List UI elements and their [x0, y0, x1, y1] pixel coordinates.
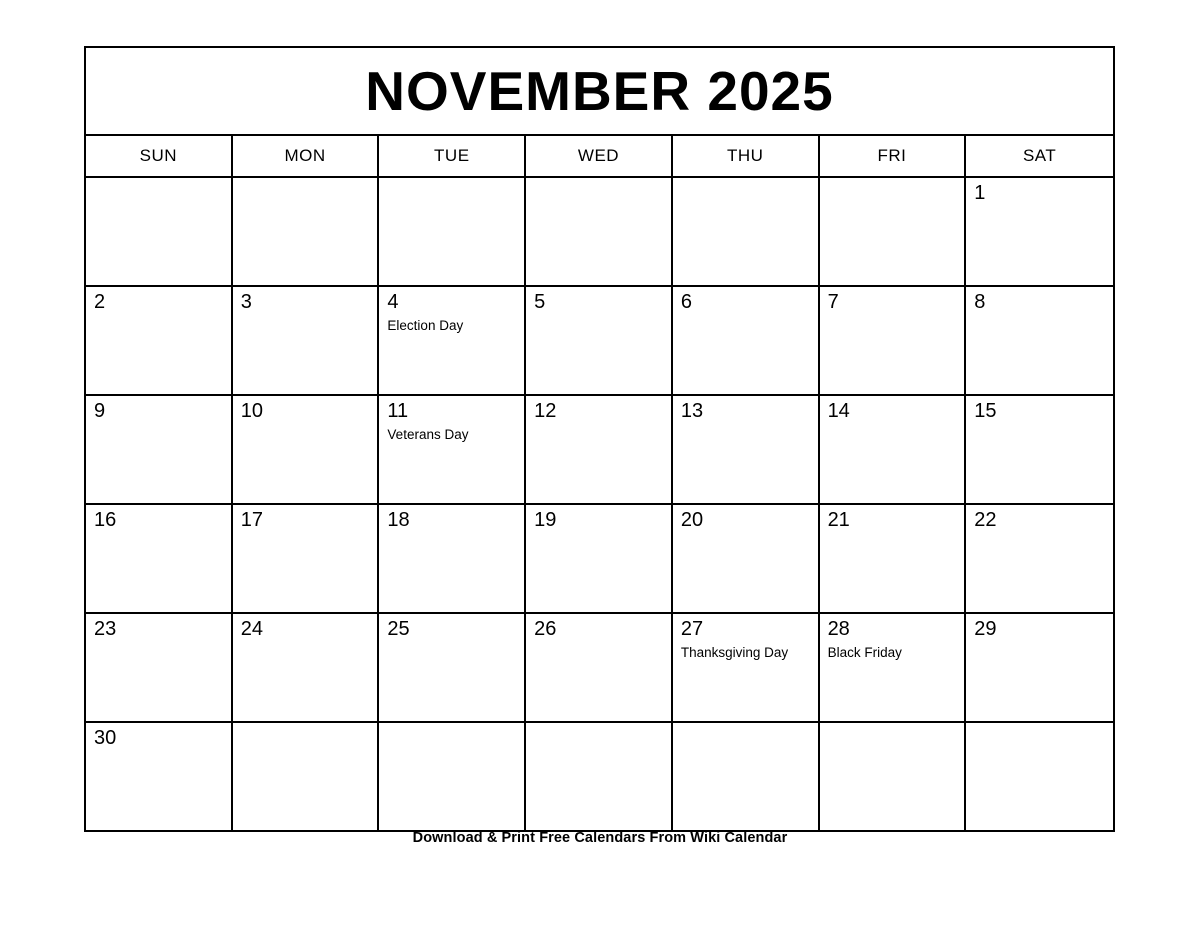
day-cell[interactable]	[379, 723, 526, 830]
day-cell[interactable]	[820, 723, 967, 830]
day-cell[interactable]	[86, 178, 233, 285]
day-cell[interactable]	[673, 723, 820, 830]
day-number: 4	[387, 291, 399, 313]
day-cell[interactable]	[820, 178, 967, 285]
day-number: 29	[974, 618, 997, 640]
day-number: 3	[240, 291, 252, 313]
day-number: 6	[680, 291, 692, 313]
calendar-week-row	[86, 396, 1113, 505]
day-cell[interactable]	[526, 287, 673, 394]
day-number: 15	[974, 400, 997, 422]
day-cell[interactable]	[86, 614, 233, 721]
calendar-week-row	[86, 614, 1113, 723]
day-number: 30	[94, 727, 117, 749]
weekday-header-row	[86, 136, 1113, 178]
day-cell[interactable]	[86, 505, 233, 612]
weekday-header-thu: THU	[673, 136, 820, 176]
day-number: 22	[974, 509, 997, 531]
day-cell[interactable]	[820, 505, 967, 612]
day-number: 9	[94, 400, 106, 422]
footer-text: Download & Print Free Calendars From	[412, 830, 691, 846]
day-number: 28	[827, 618, 850, 640]
weekday-header-mon: MON	[233, 136, 380, 176]
day-number: 11	[387, 400, 409, 422]
day-number: 18	[387, 509, 410, 531]
day-cell[interactable]	[86, 396, 233, 503]
day-number: 13	[680, 400, 704, 422]
day-number: 1	[974, 182, 986, 204]
day-number: 20	[680, 509, 704, 531]
calendar-week-row	[86, 505, 1113, 614]
weekday-header-fri: FRI	[820, 136, 967, 176]
day-number: 8	[974, 291, 986, 313]
weekday-header-sat: SAT	[1022, 146, 1057, 165]
day-cell[interactable]	[966, 505, 1113, 612]
calendar-week-row	[86, 723, 1113, 830]
day-cell[interactable]	[673, 396, 820, 503]
day-number: 24	[240, 618, 263, 640]
day-number: 19	[534, 509, 557, 531]
calendar-title-bar	[86, 48, 1113, 136]
day-cell[interactable]	[86, 723, 233, 830]
day-number: 17	[240, 509, 263, 531]
day-number: 5	[534, 291, 546, 313]
weekday-header-tue: TUE	[379, 136, 526, 176]
day-event: Election Day	[387, 318, 464, 333]
footer-attribution	[0, 830, 1200, 846]
day-cell[interactable]	[233, 614, 380, 721]
calendar-container	[84, 46, 1115, 832]
day-cell[interactable]	[820, 614, 967, 721]
day-number: 26	[534, 618, 557, 640]
weekday-header-sun: SUN	[86, 136, 233, 176]
day-number: 14	[827, 400, 850, 422]
day-number: 12	[534, 400, 557, 422]
day-cell[interactable]	[86, 287, 233, 394]
day-cell[interactable]	[966, 287, 1113, 394]
day-cell[interactable]	[379, 614, 526, 721]
day-cell[interactable]	[673, 614, 820, 721]
day-cell[interactable]	[526, 178, 673, 285]
day-number: 2	[94, 291, 106, 313]
day-cell[interactable]	[526, 396, 673, 503]
day-number: 25	[387, 618, 410, 640]
day-event: Veterans Day	[387, 427, 469, 442]
day-event: Thanksgiving Day	[680, 645, 789, 660]
day-cell[interactable]	[820, 396, 967, 503]
calendar-week-row	[86, 287, 1113, 396]
day-cell[interactable]	[233, 505, 380, 612]
day-number: 27	[680, 618, 704, 640]
day-cell[interactable]	[966, 723, 1113, 830]
day-cell[interactable]	[673, 178, 820, 285]
day-cell[interactable]	[379, 287, 526, 394]
day-cell[interactable]	[233, 287, 380, 394]
day-event: Black Friday	[827, 645, 902, 660]
day-cell[interactable]	[379, 396, 526, 503]
day-cell[interactable]	[966, 396, 1113, 503]
day-cell[interactable]	[673, 505, 820, 612]
day-number: 7	[827, 291, 839, 313]
day-number: 10	[240, 400, 263, 422]
day-cell[interactable]	[966, 614, 1113, 721]
day-number: 23	[94, 618, 117, 640]
page-title: NOVEMBER 2025	[365, 59, 834, 122]
day-cell[interactable]	[379, 505, 526, 612]
day-cell[interactable]	[966, 178, 1113, 285]
calendar-week-row	[86, 178, 1113, 287]
weekday-header-wed: WED	[526, 136, 673, 176]
footer-brand-link[interactable]: Wiki Calendar	[690, 830, 788, 846]
day-cell[interactable]	[673, 287, 820, 394]
day-number: 16	[94, 509, 117, 531]
day-cell[interactable]	[526, 505, 673, 612]
day-number: 21	[827, 509, 850, 531]
day-cell[interactable]	[526, 614, 673, 721]
day-cell[interactable]	[379, 178, 526, 285]
day-cell[interactable]	[233, 723, 380, 830]
day-cell[interactable]	[233, 178, 380, 285]
day-cell[interactable]	[820, 287, 967, 394]
day-cell[interactable]	[526, 723, 673, 830]
day-cell[interactable]	[233, 396, 380, 503]
